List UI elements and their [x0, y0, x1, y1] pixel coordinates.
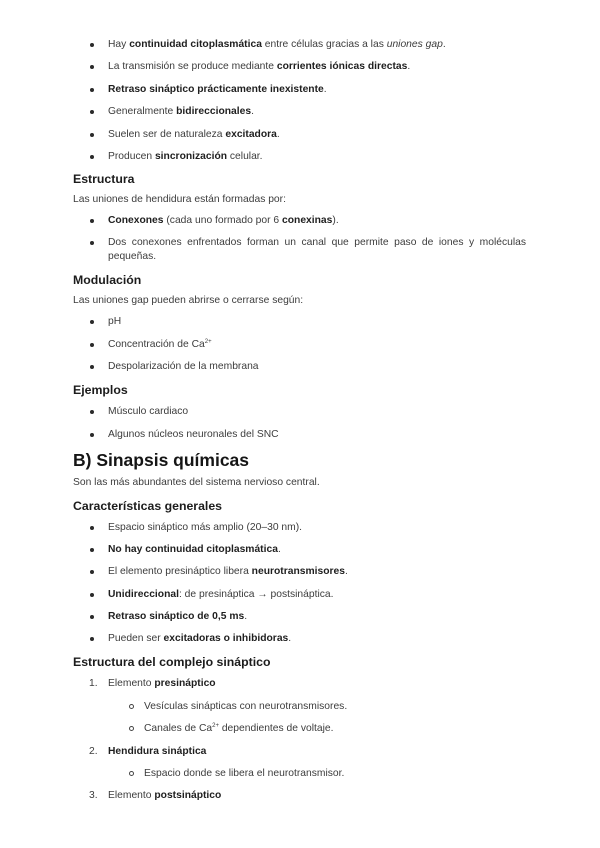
section-heading-ejemplos: Ejemplos [73, 383, 128, 398]
list-item: Despolarización de la membrana [73, 360, 526, 374]
complejo-numbered-list-3 [73, 789, 526, 803]
list-item: Pueden ser excitadoras o inhibidoras. [73, 632, 526, 646]
list-item: La transmisión se produce mediante corrientes iónicas directas. [73, 60, 526, 74]
list-item: 2. Hendidura sináptica [89, 745, 207, 757]
complejo-sublist-2 [73, 767, 526, 781]
section-heading-modulacion: Modulación [73, 273, 142, 288]
complejo-sublist-1 [73, 700, 526, 736]
quimicas-text: Son las más abundantes del sistema nervioso central. [73, 476, 320, 488]
list-item: Producen sincronización celular. [73, 150, 526, 164]
list-item: Suelen ser de naturaleza excitadora. [73, 128, 526, 142]
section-heading-caracteristicas: Características generales [73, 498, 223, 513]
section-heading-complejo-sinaptico: Estructura del complejo sináptico [73, 655, 271, 670]
list-item: Canales de $Ca^{2+}$ dependientes de voltaje. [73, 722, 526, 736]
list-item: Dos conexones enfrentados forman un canal que permite paso de iones y moléculas pequeñas. [73, 236, 526, 264]
list-item: Generalmente bidireccionales. [73, 105, 526, 119]
list-number: 1. [89, 678, 98, 690]
ejemplos-bullet-list [73, 405, 526, 441]
section-heading-estructura: Estructura [73, 171, 135, 186]
list-item: Músculo cardiaco [73, 405, 526, 419]
list-item: Conexones (cada uno formado por 6 conexinas). [73, 214, 526, 228]
complejo-numbered-list-2 [73, 745, 526, 759]
list-item: No hay continuidad citoplasmática. [73, 543, 526, 557]
intro-bullet-list [73, 38, 526, 164]
list-number: 2. [89, 745, 98, 757]
section-heading-sinapsis-quimicas: B) Sinapsis químicas [73, 449, 250, 470]
list-item: Unidireccional: de presináptica → postsináptica. [73, 588, 526, 602]
list-item: Hay continuidad citoplasmática entre células gracias a las uniones gap. [73, 38, 526, 52]
list-item: pH [73, 315, 526, 329]
modulacion-text: Las uniones gap pueden abrirse o cerrarse según: [73, 295, 304, 307]
list-item: Vesículas sinápticas con neurotransmisores. [73, 700, 526, 714]
list-item: Concentración de $Ca^{2+}$ [73, 338, 526, 352]
list-item: 3. Elemento postsináptico [89, 790, 222, 802]
list-item: Retraso sináptico de 0,5 ms. [73, 610, 526, 624]
modulacion-bullet-list [73, 315, 526, 374]
list-number: 3. [89, 790, 98, 802]
caracteristicas-bullet-list [73, 521, 526, 647]
list-item: Espacio sináptico más amplio (20–30 nm). [73, 521, 526, 535]
list-item: Retraso sináptico prácticamente inexistente. [73, 83, 526, 97]
list-item: El elemento presináptico libera neurotransmisores. [73, 565, 526, 579]
estructura-text: Las uniones de hendidura están formadas por: [73, 193, 286, 205]
estructura-bullet-list [73, 214, 526, 264]
complejo-numbered-list [73, 677, 526, 691]
list-item: Algunos núcleos neuronales del SNC [73, 428, 526, 442]
list-item: Espacio donde se libera el neurotransmisor. [73, 767, 526, 781]
list-item: 1. Elemento presináptico [89, 678, 216, 690]
